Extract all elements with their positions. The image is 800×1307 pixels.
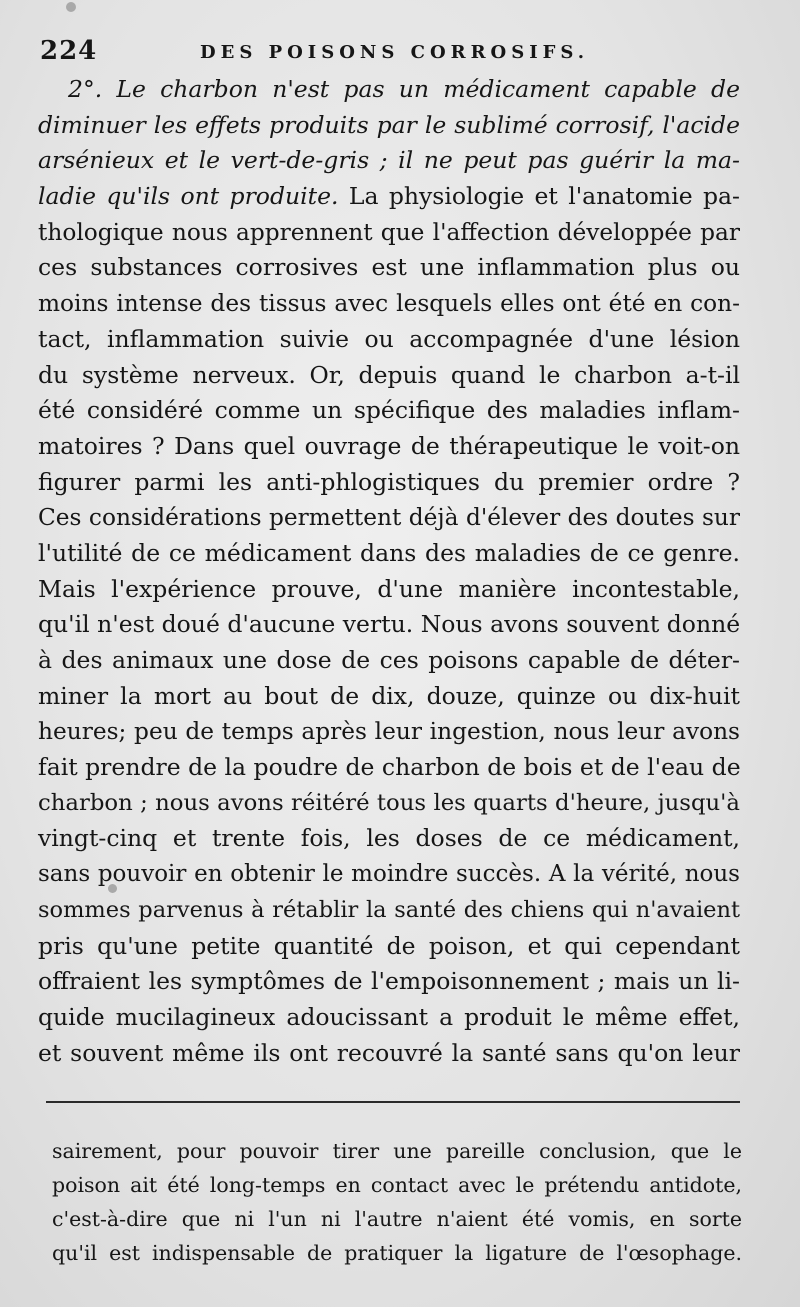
text-line: [38, 714, 740, 750]
roman-run: offraient les symptômes de l'empoisonnement ; mais un li-: [38, 967, 740, 996]
text-line: [38, 857, 740, 893]
text-line: [38, 786, 740, 822]
italic-run: diminuer les effets produits par le sublimé corrosif, l'acide: [38, 110, 740, 139]
roman-run: ces substances corrosives est une inflammation plus ou: [38, 253, 740, 282]
page-header: [40, 36, 760, 70]
text-line: [38, 964, 740, 1000]
text-line: [38, 286, 740, 322]
roman-run: La physiologie et l'anatomie pa-: [338, 182, 740, 211]
roman-run: et souvent même ils ont recouvré la santé sans qu'on leur: [38, 1038, 740, 1067]
roman-run: été considéré comme un spécifique des maladies inflam-: [38, 396, 740, 425]
roman-run: l'utilité de ce médicament dans des maladies de ce genre.: [38, 538, 740, 567]
footnote-text: [52, 1134, 742, 1270]
text-line: [38, 929, 740, 965]
roman-run: figurer parmi les anti-phlogistiques du premier ordre ?: [38, 467, 740, 496]
text-line: [38, 893, 740, 929]
footnote-line: c'est-à-dire que ni l'un ni l'autre n'aient été vomis, en sorte: [52, 1207, 742, 1231]
text-line: [38, 643, 740, 679]
roman-run: vingt-cinq et trente fois, les doses de ce médicament,: [38, 824, 740, 853]
footnote-line: poison ait été long-temps en contact avec le prétendu antidote,: [52, 1173, 742, 1197]
footnote-line: sairement, pour pouvoir tirer une pareille conclusion, que le: [52, 1139, 742, 1163]
main-text: [38, 72, 740, 1071]
footnote-separator: [46, 1101, 740, 1103]
roman-run: charbon ; nous avons réitéré tous les quarts d'heure, jusqu'à: [38, 789, 740, 816]
roman-run: à des animaux une dose de ces poisons capable de déter-: [38, 646, 740, 674]
text-line: [38, 393, 740, 429]
text-line: [38, 572, 740, 608]
text-line: [38, 607, 740, 643]
text-line: [38, 179, 740, 215]
text-line: [38, 750, 740, 786]
roman-run: quide mucilagineux adoucissant a produit le même effet,: [38, 1002, 740, 1031]
roman-run: moins intense des tissus avec lesquels elles ont été en con-: [38, 290, 740, 318]
roman-run: matoires ? Dans quel ouvrage de thérapeutique le voit-on: [38, 431, 740, 460]
roman-run: tact, inflammation suivie ou accompagnée d'une lésion: [38, 324, 740, 353]
running-title: DES POISONS CORROSIFS.: [200, 42, 590, 63]
italic-run: 2°. Le charbon n'est pas un médicament capable de: [68, 75, 740, 103]
page-number: 224: [40, 36, 98, 66]
text-line: [38, 143, 740, 179]
text-line: [38, 358, 740, 394]
roman-run: Mais l'expérience prouve, d'une manière incontestable,: [38, 574, 740, 603]
roman-run: heures; peu de temps après leur ingestion, nous leur avons: [38, 718, 740, 746]
roman-run: thologique nous apprennent que l'affection développée par: [38, 218, 740, 246]
footnote-line: qu'il est indispensable de pratiquer la ligature de l'œsophage.: [52, 1241, 742, 1265]
text-line: [38, 500, 740, 536]
roman-run: sans pouvoir en obtenir le moindre succès. A la vérité, nous: [38, 861, 740, 888]
roman-run: fait prendre de la poudre de charbon de bois et de l'eau de: [38, 753, 741, 782]
text-line: [38, 108, 740, 144]
text-line: [38, 1000, 740, 1036]
roman-run: Ces considérations permettent déjà d'élever des doutes sur: [38, 504, 740, 532]
roman-run: sommes parvenus à rétablir la santé des chiens qui n'avaient: [38, 896, 740, 923]
text-line: [38, 215, 740, 251]
text-line: [38, 429, 740, 465]
text-line: [38, 465, 740, 501]
text-line: [38, 821, 740, 857]
text-line: [38, 250, 740, 286]
text-line: [38, 679, 740, 715]
text-line: [38, 322, 740, 358]
roman-run: du système nerveux. Or, depuis quand le charbon a-t-il: [38, 360, 740, 389]
italic-run: arsénieux et le vert-de-gris ; il ne peut pas guérir la ma-: [38, 146, 740, 175]
text-line: [38, 536, 740, 572]
paper-speck: [66, 2, 76, 12]
roman-run: miner la mort au bout de dix, douze, quinze ou dix-huit: [38, 681, 740, 710]
text-line: [38, 72, 740, 108]
roman-run: qu'il n'est doué d'aucune vertu. Nous avons souvent donné: [38, 610, 741, 639]
text-line: [38, 1036, 740, 1072]
italic-run: ladie qu'ils ont produite.: [38, 182, 339, 211]
roman-run: pris qu'une petite quantité de poison, et qui cependant: [38, 931, 740, 960]
